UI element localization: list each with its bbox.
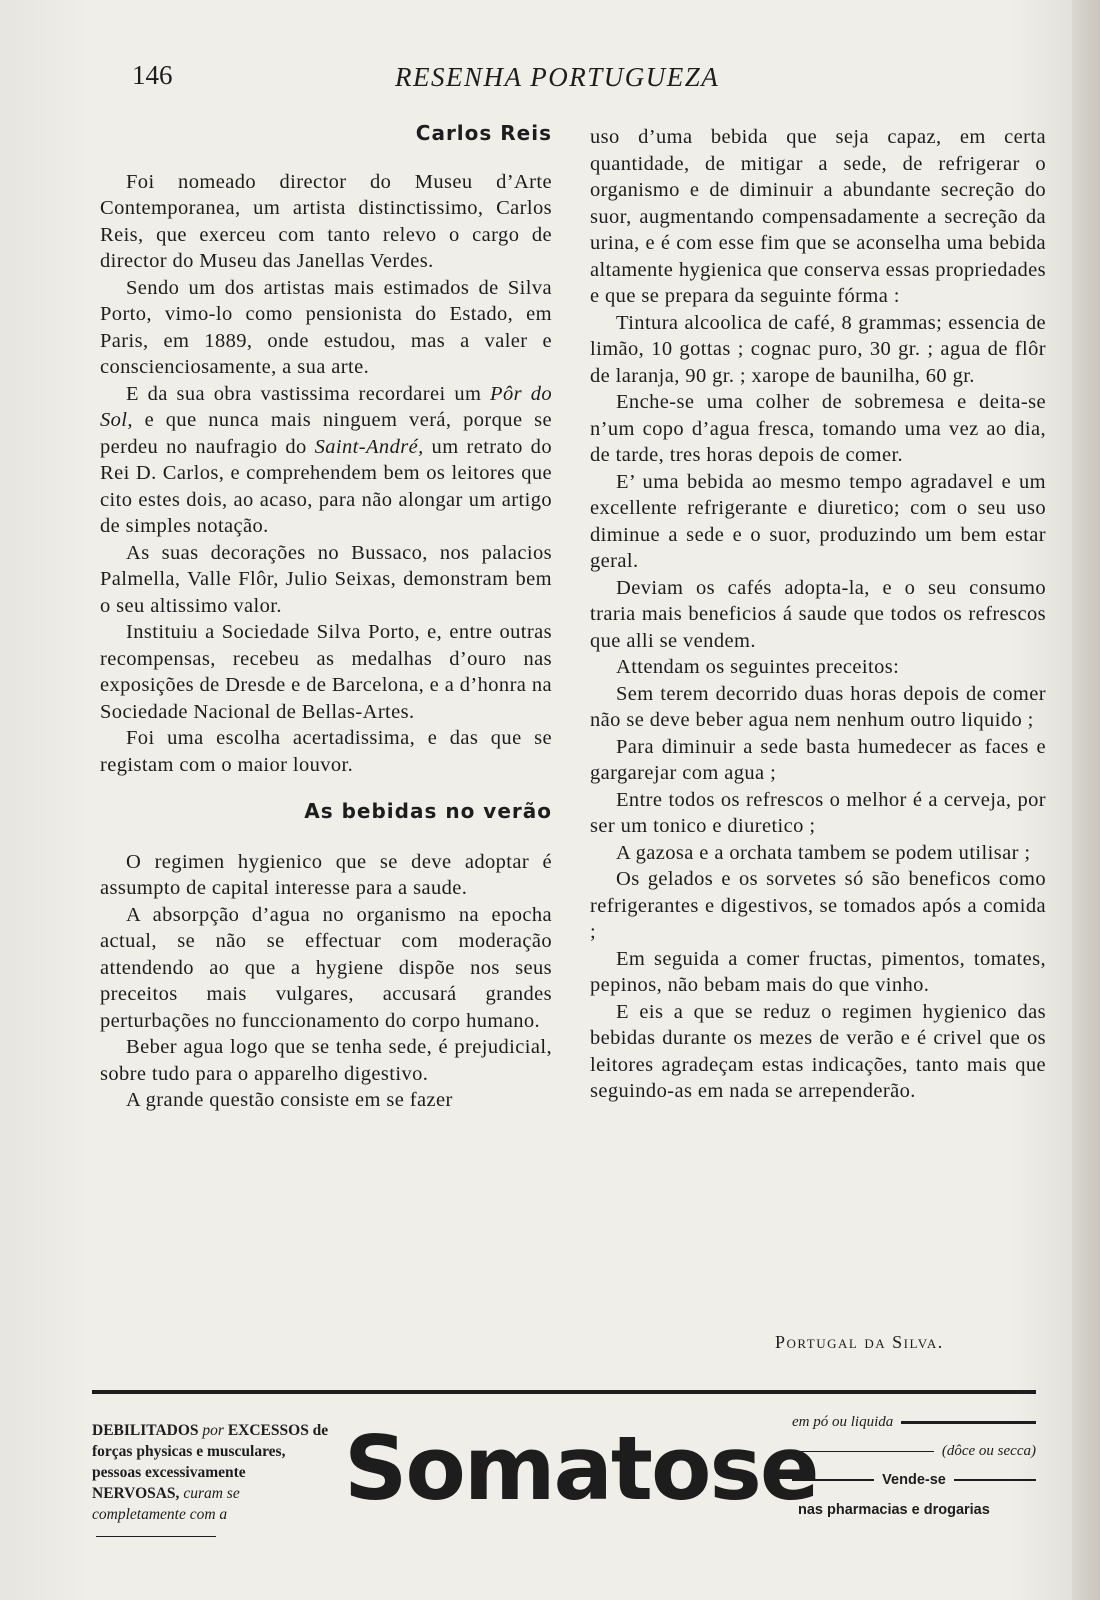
text-run: um retrato do Rei D. Carlos, e comprehendem bem os leitores que cito estes dois, ao acaso, para não alongar um artigo de simples notação. bbox=[100, 435, 552, 537]
paragraph: A gazosa e a orchata tambem se podem utilisar ; bbox=[616, 841, 1031, 864]
paragraph: Instituiu a Sociedade Silva Porto, e, entre outras recompensas, recebeu as medalhas d’ouro nas exposições de Dresde e de Barcelona, e a d’honra na Sociedade Nacional de Bellas-Artes. bbox=[100, 621, 552, 723]
paragraph: Beber agua logo que se tenha sede, é prejudicial, sobre tudo para o apparelho digestivo. bbox=[100, 1036, 552, 1085]
advertisement bbox=[92, 1398, 1036, 1548]
paragraph: A grande questão consiste em se fazer bbox=[126, 1089, 453, 1111]
page-number: 146 bbox=[132, 60, 173, 90]
left-column bbox=[100, 116, 552, 1114]
right-column bbox=[590, 124, 1046, 1105]
ad-rule bbox=[901, 1421, 1036, 1424]
heading-carlos-reis: Carlos Reis bbox=[415, 121, 552, 145]
page-gutter bbox=[1072, 0, 1100, 1600]
paragraph: Sem terem decorrido duas horas depois de comer não se deve beber agua nem nenhum outro liquido ; bbox=[590, 682, 1046, 731]
paragraph: As suas decorações no Bussaco, nos palacios Palmella, Valle Flôr, Julio Seixas, demonstram bem o seu altissimo valor. bbox=[100, 541, 552, 617]
italic-title: Pôr do Sol, bbox=[100, 382, 553, 431]
ad-row bbox=[792, 1443, 1036, 1460]
paragraph: E eis a que se reduz o regimen hygienico das bebidas durante os mezes de verão e é crivel que os leitores agradeçam estas indicações, tanto mais que seguindo-as em nada se arrependerão. bbox=[590, 1000, 1046, 1102]
heading-bebidas-verao: As bebidas no verão bbox=[304, 799, 552, 823]
divider-rule bbox=[92, 1390, 1036, 1394]
paragraph: uso d’uma bebida que seja capaz, em certa quantidade, de mitigar a sede, de refrigerar o organismo e de diminuir a abundante secreção do suor, augmentando compensadamente a secreção da urina, e é com esse fim que se aconselha uma bebida altamente hygienica que conserva essas propriedades e que se prepara da seguinte fórma : bbox=[590, 126, 1046, 307]
paragraph: Deviam os cafés adopta-la, e o seu consumo traria mais beneficios á saude que todos os refrescos que alli se vendem. bbox=[590, 576, 1046, 652]
ad-rule bbox=[792, 1479, 874, 1481]
paragraph: Enche-se uma colher de sobremesa e deita-se n’um copo d’agua fresca, tomando uma vez ao dia, de tarde, tres horas depois de comer. bbox=[590, 391, 1046, 466]
ad-text: Vende-se bbox=[882, 1472, 946, 1488]
ad-rule bbox=[792, 1451, 934, 1452]
paragraph: Foi uma escolha acertadissima, e das que se registam com o maior louvor. bbox=[100, 727, 552, 776]
text-run: E da sua obra vastissima recordarei um bbox=[126, 382, 491, 405]
italic-title: Saint-André, bbox=[314, 435, 424, 458]
paragraph: A absorpção d’agua no organismo na epocha actual, se não se effectuar com moderação attendendo ao que a hygiene dispõe nos seus preceitos mais vulgares, accusará grandes perturbações no funccionamento do corpo humano. bbox=[100, 903, 552, 1032]
paragraph bbox=[100, 381, 552, 540]
ad-text: EXCESSOS de forças physicas e musculares, pessoas excessivamente NERVOSAS, bbox=[92, 1422, 329, 1502]
ad-right-text bbox=[792, 1414, 1036, 1518]
ad-rule bbox=[954, 1479, 1036, 1481]
paragraph: Sendo um dos artistas mais estimados de Silva Porto, vimo-lo como pensionista do Estado, em Paris, em 1889, onde estudou, mas a valer e conscienciosamente, a sua arte. bbox=[100, 276, 552, 378]
paragraph: Para diminuir a sede basta humedecer as faces e gargarejar com agua ; bbox=[590, 735, 1046, 784]
ad-row bbox=[792, 1472, 1036, 1488]
paragraph: E’ uma bebida ao mesmo tempo agradavel e um excellente refrigerante e diuretico; com o seu uso diminue a sede e o suor, produzindo um bem estar geral. bbox=[590, 470, 1046, 572]
ad-text: curam se completamente com a bbox=[92, 1485, 240, 1523]
ad-text: nas pharmacias e drogarias bbox=[798, 1502, 990, 1518]
paragraph: Em seguida a comer fructas, pimentos, tomates, pepinos, não bebam mais do que vinho. bbox=[590, 947, 1046, 996]
text-run: e que nunca mais ninguem verá, porque se perdeu no naufragio do bbox=[100, 409, 552, 458]
paragraph: Tintura alcoolica de café, 8 grammas; essencia de limão, 10 gottas ; cognac puro, 30 gr. ; agua de flôr de laranja, 90 gr. ; xarope de baunilha, 60 gr. bbox=[590, 311, 1046, 387]
ad-row bbox=[792, 1414, 1036, 1431]
ad-text: por bbox=[202, 1422, 224, 1439]
ad-text: (dôce ou secca) bbox=[941, 1443, 1036, 1459]
paragraph: Foi nomeado director do Museu d’Arte Contemporanea, um artista distinctissimo, Carlos Reis, que exerceu com tanto relevo o cargo de director do Museu das Janellas Verdes. bbox=[100, 170, 552, 272]
paragraph: O regimen hygienico que se deve adoptar é assumpto de capital interesse para a saude. bbox=[100, 850, 552, 899]
author-signature: Portugal da Silva. bbox=[775, 1332, 944, 1352]
ad-text: em pó ou liquida bbox=[792, 1414, 894, 1430]
ad-text: DEBILITADOS bbox=[92, 1422, 199, 1439]
paragraph: Os gelados e os sorvetes só são beneficos como refrigerantes e digestivos, se tomados após a comida ; bbox=[590, 868, 1046, 943]
paragraph: Attendam os seguintes preceitos: bbox=[616, 656, 900, 678]
ad-left-text bbox=[92, 1420, 332, 1546]
somatose-logo: Somatose bbox=[344, 1417, 818, 1520]
paragraph: Entre todos os refrescos o melhor é a cerveja, por ser um tonico e diuretico ; bbox=[590, 788, 1046, 837]
running-title: RESENHA PORTUGUEZA bbox=[395, 62, 720, 92]
ad-leader-line bbox=[96, 1536, 216, 1537]
